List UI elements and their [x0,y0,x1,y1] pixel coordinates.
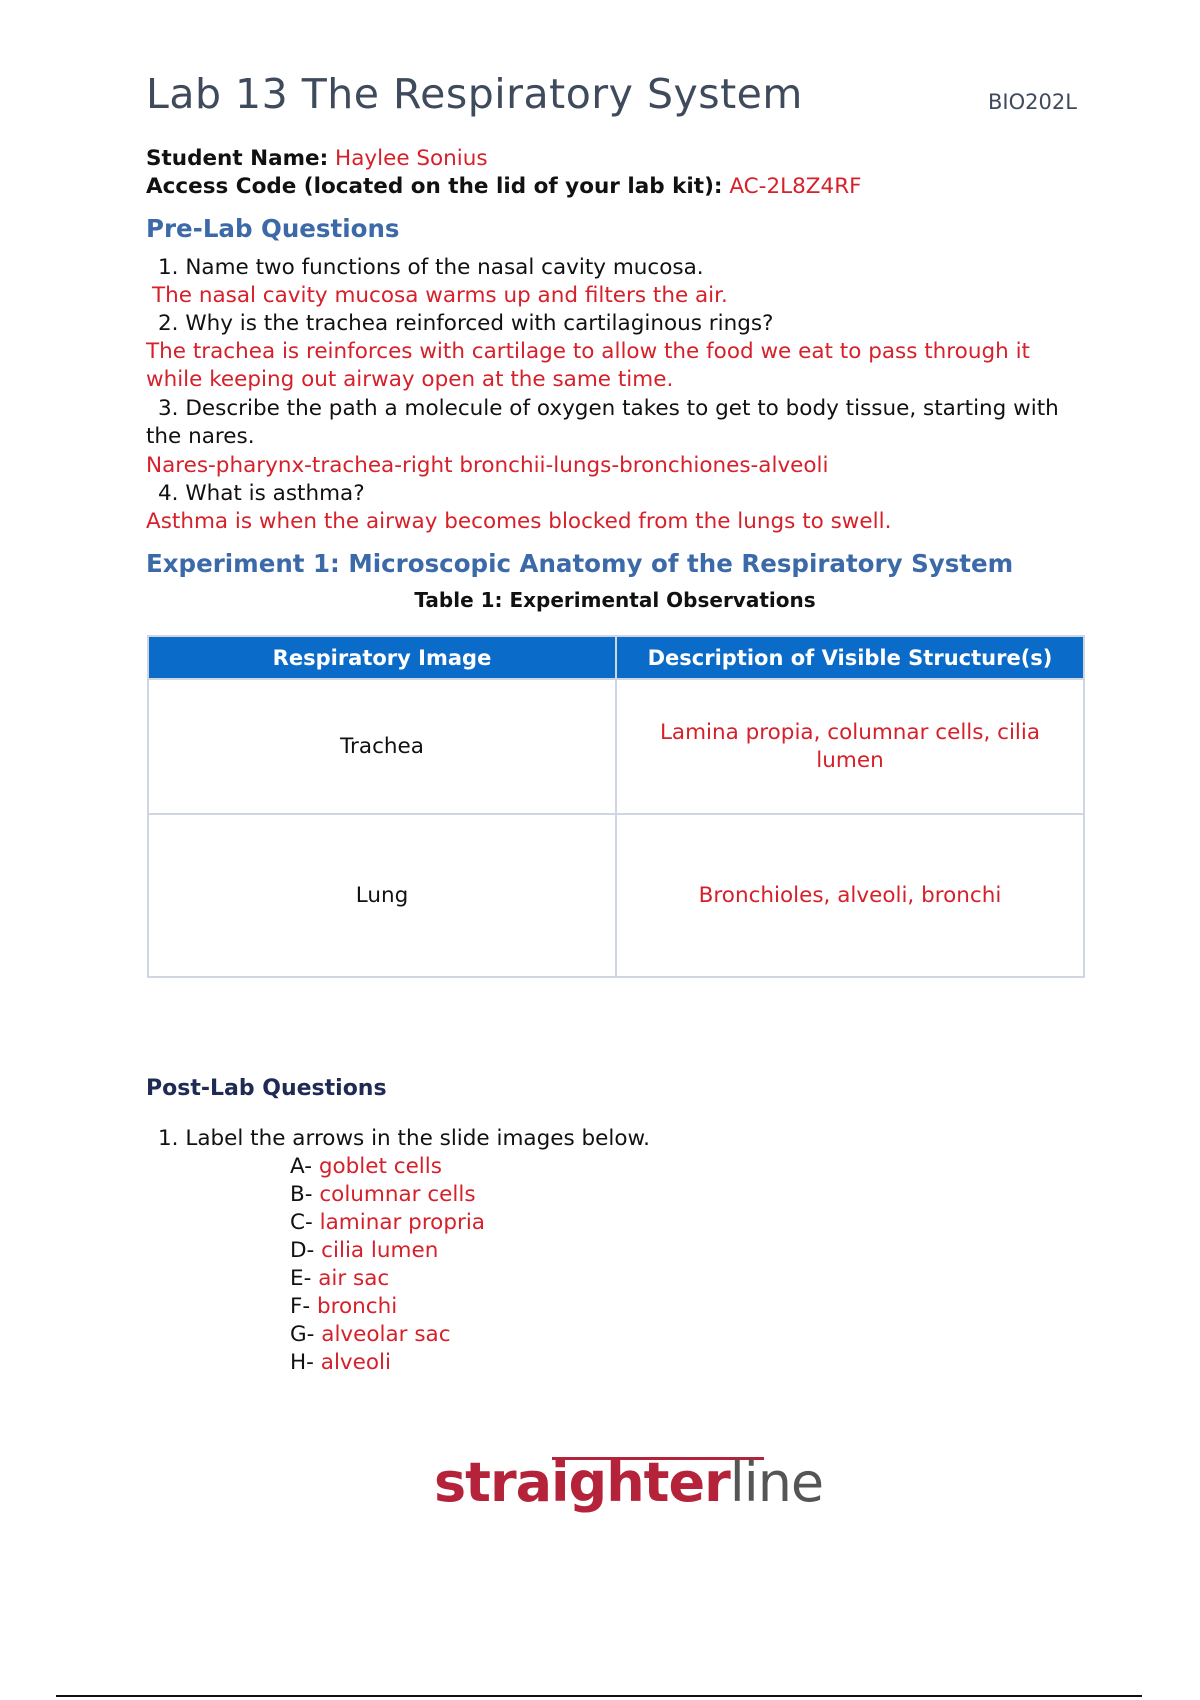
page-title: Lab 13 The Respiratory System [146,70,803,118]
label-letter: E- [290,1266,312,1291]
straighterline-logo [434,1443,824,1523]
table-cell-image: Lung [148,814,616,977]
prelab-answer-4: Asthma is when the airway becomes blocked from the lungs to swell. [146,509,892,534]
course-code: BIO202L [988,90,1077,114]
label-letter: B- [290,1182,313,1207]
table-row [148,814,1084,977]
label-letter: D- [290,1238,315,1263]
access-code-value: AC-2L8Z4RF [729,174,862,199]
label-answer: laminar propria [319,1210,485,1235]
table-cell-description: Lamina propia, columnar cells, cilia lumen [616,679,1084,814]
experiment1-heading: Experiment 1: Microscopic Anatomy of the Respiratory System [146,549,1014,578]
label-letter: H- [290,1350,314,1375]
label-item [290,1293,397,1321]
access-code-label: Access Code (located on the lid of your lab kit): [146,174,723,199]
label-answer: columnar cells [319,1182,476,1207]
prelab-heading: Pre-Lab Questions [146,214,400,243]
label-item [290,1153,442,1181]
student-name-label: Student Name: [146,146,329,171]
label-answer: bronchi [316,1294,398,1319]
access-code-line [146,173,862,201]
table-header-row [148,636,1084,679]
label-letter: F- [290,1294,311,1319]
prelab-answer-1: The nasal cavity mucosa warms up and filters the air. [152,283,728,308]
logo-bold-text: straighter [434,1451,730,1514]
prelab-answer-2-line-1: The trachea is reinforces with cartilage to allow the food we eat to pass through it [146,339,1030,364]
postlab-question-1: 1. Label the arrows in the slide images below. [158,1126,650,1151]
prelab-question-2: 2. Why is the trachea reinforced with cartilaginous rings? [158,311,774,336]
label-letter: C- [290,1210,313,1235]
table-cell-image: Trachea [148,679,616,814]
student-name-value: Haylee Sonius [335,146,488,171]
table-caption: Table 1: Experimental Observations [414,588,816,612]
logo-light-text: line [729,1451,824,1514]
label-answer: air sac [318,1266,390,1291]
label-answer: goblet cells [318,1154,442,1179]
prelab-question-3-line-2: the nares. [146,424,255,449]
label-item [290,1349,391,1377]
bottom-divider [56,1695,1142,1697]
prelab-question-4: 4. What is asthma? [158,481,365,506]
logo-wordmark [434,1451,823,1514]
column-header-image: Respiratory Image [148,636,616,679]
table-cell-description: Bronchioles, alveoli, bronchi [616,814,1084,977]
student-name-line [146,145,488,173]
label-letter: G- [290,1322,315,1347]
prelab-answer-3: Nares-pharynx-trachea-right bronchii-lungs-bronchiones-alveoli [146,453,829,478]
table-row [148,679,1084,814]
postlab-heading: Post-Lab Questions [146,1076,387,1101]
label-item [290,1265,389,1293]
label-item [290,1237,438,1265]
label-answer: cilia lumen [321,1238,439,1263]
observations-table [147,635,1085,978]
column-header-description: Description of Visible Structure(s) [616,636,1084,679]
label-answer: alveoli [320,1350,391,1375]
prelab-answer-2-line-2: while keeping out airway open at the same time. [146,367,674,392]
prelab-question-3-line-1: 3. Describe the path a molecule of oxygen takes to get to body tissue, starting with [158,396,1059,421]
label-answer: alveolar sac [321,1322,451,1347]
prelab-question-1: 1. Name two functions of the nasal cavity mucosa. [158,255,704,280]
label-item [290,1209,485,1237]
label-item [290,1181,476,1209]
label-letter: A- [290,1154,312,1179]
label-item [290,1321,451,1349]
